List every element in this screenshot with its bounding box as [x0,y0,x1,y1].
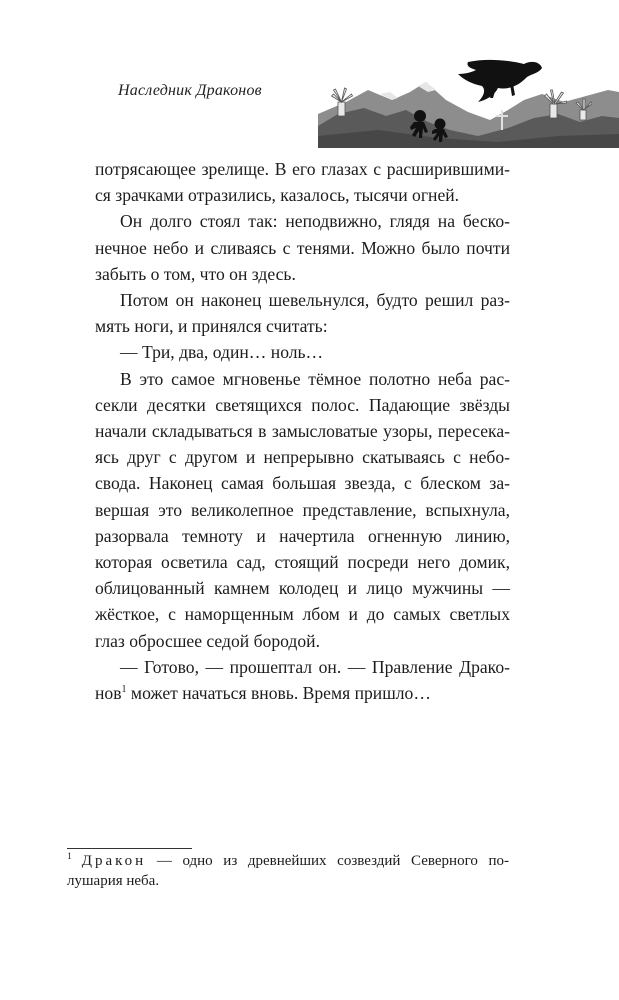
paragraph: потрясающее зрелище. В его глазах с расширившимися зрачками отразились, казалось, тысячи огней. [95,159,510,206]
footnote-text: — одно из древнейших созвездий Северного полушария неба. [67,853,509,889]
dialogue-text: может начаться вновь. Время пришло… [126,683,431,704]
header-illustration [318,52,619,148]
footnote [67,852,509,891]
dialogue-line: — Три, два, один… ноль… [120,342,324,363]
dialogue-line [95,654,510,706]
running-title: Наследник Драконов [118,82,262,99]
footnote-reference: 1 [121,684,127,696]
footnote-mark: 1 [67,852,72,862]
footnote-term: Дракон [81,853,147,869]
dragon-icon [458,60,542,102]
paragraph: Потом он наконец шевельнулся, будто решил размять ноги, и принялся считать: [95,290,510,337]
paragraph: В это самое мгновенье тёмное полотно неба рассекли десятки светящихся полос. Падающие звёзды начали складываться в замысловатые узоры, пересекаясь друг с другом и непрерывно скатываясь с небосвода. Наконец самая большая звезда, с блеском завершая это великолепное представление, вспыхнула, разорвала темноту и начертила огненную линию, которая осветила сад, стоящий посреди него домик, облицованный камнем колодец и лицо мужчины — жёсткое, с наморщенным лбом и до самых светлых глаз обросшее седой бородой. [95,368,510,651]
dialogue-text: — Готово, — прошептал он. — Правление Драконов [95,656,510,704]
main-text [95,156,510,706]
footnote-divider [67,848,192,849]
paragraph: Он долго стоял так: неподвижно, глядя на бесконечное небо и сливаясь с тенями. Можно было почти забыть о том, что он здесь. [95,211,510,284]
